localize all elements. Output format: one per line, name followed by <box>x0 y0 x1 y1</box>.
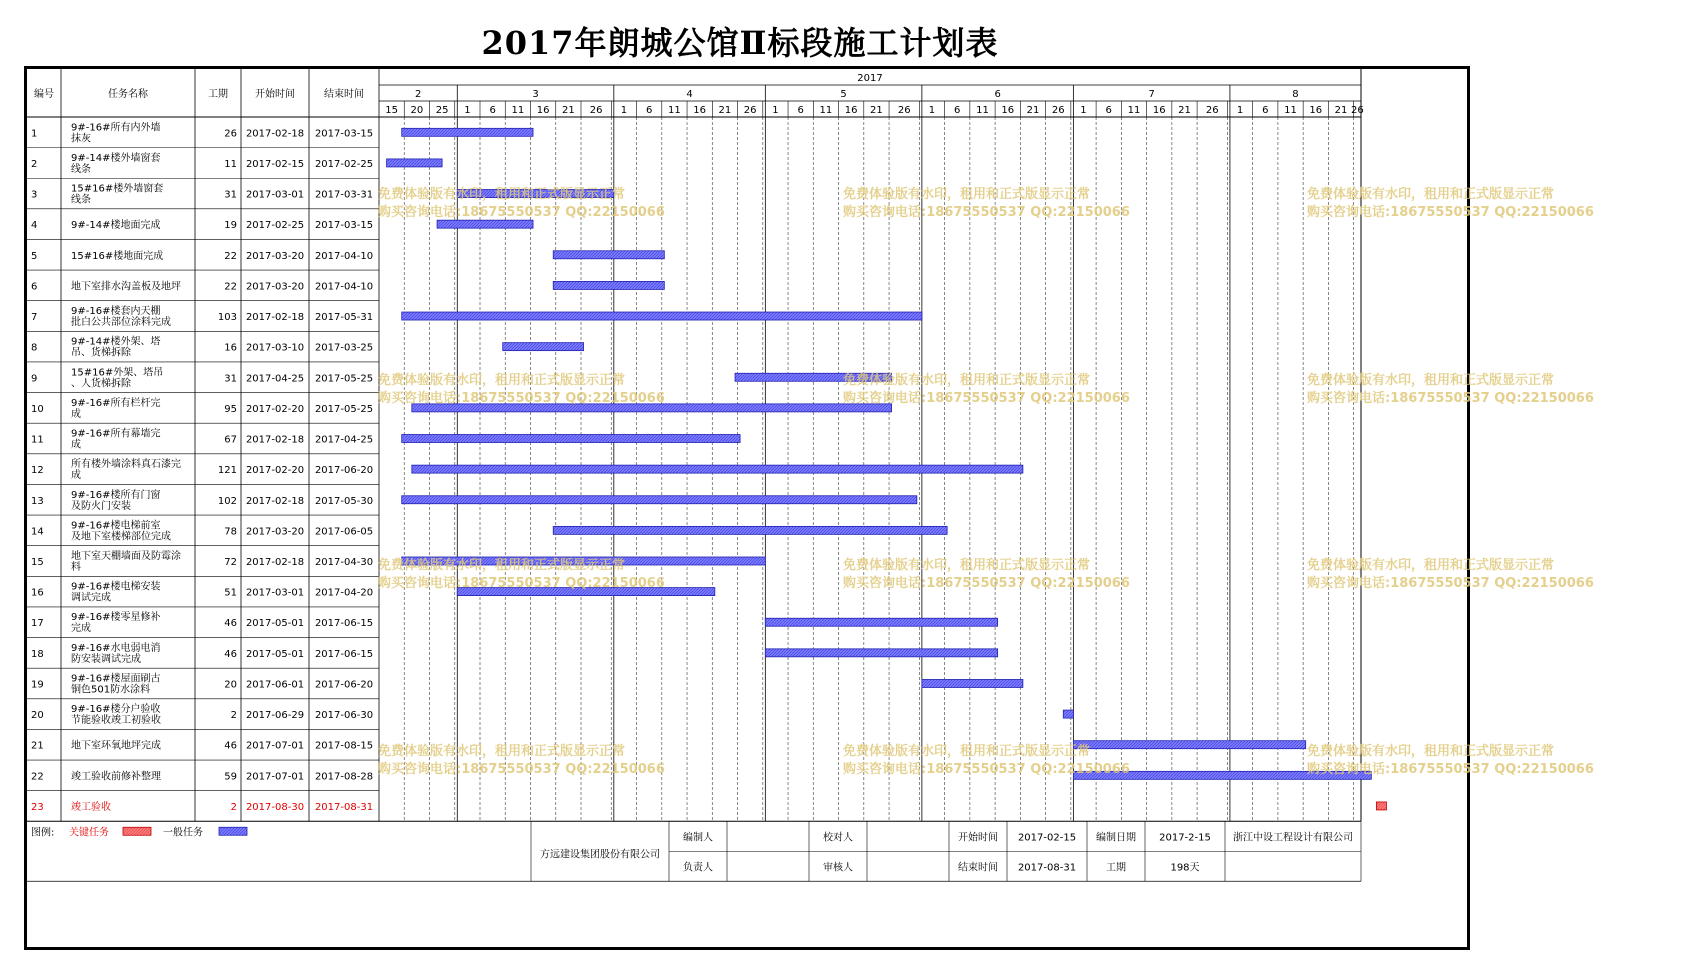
task-id: 8 <box>31 342 38 354</box>
legend-normal-swatch <box>219 827 247 835</box>
day-tick-label: 1 <box>928 105 936 116</box>
end-value: 2017-08-31 <box>1017 862 1077 874</box>
task-duration: 2 <box>230 710 237 722</box>
start-value: 2017-02-15 <box>1017 832 1077 844</box>
task-duration: 31 <box>224 373 237 385</box>
day-tick-label: 6 <box>954 105 961 116</box>
task-duration: 22 <box>224 250 237 262</box>
month-label-5: 5 <box>840 89 847 100</box>
watermark-text: 免费体验版有水印，租用和正式版显示正常 购买咨询电话:18675550537 QQ:22150066 <box>378 744 665 777</box>
task-name: 9#-16#楼所有门窗及防火门安装 <box>71 489 161 512</box>
gantt-bar-task-3 <box>457 190 614 198</box>
task-name: 9#-16#所有内外墙抹灰 <box>71 122 161 145</box>
column-header: 结束时间 <box>324 89 364 100</box>
gantt-bar-task-7 <box>402 312 922 320</box>
task-id: 3 <box>31 189 38 201</box>
task-duration: 102 <box>217 495 237 507</box>
gantt-bar-task-1 <box>402 128 533 136</box>
watermark-text: 免费体验版有水印，租用和正式版显示正常 购买咨询电话:18675550537 QQ:22150066 <box>843 187 1130 220</box>
day-tick-label: 1 <box>464 105 471 116</box>
task-id: 1 <box>31 128 38 140</box>
task-duration: 22 <box>224 281 237 293</box>
task-duration: 67 <box>224 434 237 446</box>
day-tick-label: 6 <box>489 105 496 116</box>
task-start: 2017-05-01 <box>245 648 305 660</box>
day-tick-label: 16 <box>1309 105 1323 116</box>
task-end: 2017-03-31 <box>314 189 374 201</box>
task-name: 地下室环氧地坪完成 <box>71 740 161 752</box>
task-name: 9#-16#楼分户验收节能验收竣工初验收 <box>71 704 161 727</box>
day-tick-label: 21 <box>1178 105 1191 116</box>
day-tick-label: 26 <box>1205 105 1219 116</box>
month-label-6: 6 <box>994 89 1001 100</box>
gantt-bar-task-10 <box>412 404 892 412</box>
day-tick-label: 1 <box>772 105 779 116</box>
month-label-8: 8 <box>1292 89 1299 100</box>
task-name: 地下室排水沟盖板及地坪 <box>71 281 181 293</box>
compiler-label: 编制人 <box>683 832 713 844</box>
column-header: 编号 <box>34 89 54 100</box>
task-id: 13 <box>31 495 44 507</box>
day-tick-label: 21 <box>1334 105 1348 116</box>
month-label-4: 4 <box>686 89 693 100</box>
task-name: 9#-16#楼套内天棚批白公共部位涂料完成 <box>71 306 171 329</box>
day-tick-label: 6 <box>1105 105 1112 116</box>
task-start: 2017-02-18 <box>245 495 305 507</box>
task-id: 2 <box>31 158 38 170</box>
watermark-text: 免费体验版有水印，租用和正式版显示正常 购买咨询电话:18675550537 QQ:22150066 <box>1307 558 1594 591</box>
day-tick-label: 6 <box>797 105 804 116</box>
task-end: 2017-04-30 <box>314 556 374 568</box>
task-end: 2017-04-25 <box>314 434 374 446</box>
month-label-3: 3 <box>532 89 539 100</box>
gantt-bar-task-20 <box>1063 710 1073 718</box>
day-tick-label: 11 <box>511 105 525 116</box>
task-start: 2017-02-25 <box>245 220 305 232</box>
gantt-bar-task-17 <box>765 618 997 626</box>
task-end: 2017-05-25 <box>314 403 374 415</box>
task-id: 22 <box>31 771 44 783</box>
watermark-text: 免费体验版有水印，租用和正式版显示正常 购买咨询电话:18675550537 QQ:22150066 <box>843 558 1130 591</box>
task-end: 2017-06-05 <box>314 526 374 538</box>
gantt-bar-task-12 <box>412 465 1023 473</box>
task-name: 9#-14#楼地面完成 <box>71 220 161 232</box>
owner-label: 负责人 <box>683 862 713 874</box>
day-tick-label: 21 <box>562 105 575 116</box>
task-duration: 31 <box>224 189 237 201</box>
task-duration: 46 <box>224 648 237 660</box>
task-end: 2017-04-20 <box>314 587 374 599</box>
task-start: 2017-03-20 <box>245 281 305 293</box>
task-end: 2017-06-20 <box>314 465 374 477</box>
task-start: 2017-02-20 <box>245 465 305 477</box>
task-start: 2017-03-20 <box>245 526 305 538</box>
task-start: 2017-03-10 <box>245 342 305 354</box>
month-label-7: 7 <box>1148 89 1155 100</box>
task-end: 2017-04-10 <box>314 250 374 262</box>
gantt-bar-task-14 <box>553 526 947 534</box>
task-id: 18 <box>31 648 44 660</box>
watermark-text: 免费体验版有水印，租用和正式版显示正常 购买咨询电话:18675550537 QQ:22150066 <box>378 558 665 591</box>
day-tick-label: 16 <box>693 105 707 116</box>
task-name: 9#-16#楼电梯前室及地下室楼梯部位完成 <box>71 520 171 543</box>
gantt-bar-task-4 <box>437 220 533 228</box>
watermark-text: 免费体验版有水印，租用和正式版显示正常 购买咨询电话:18675550537 QQ:22150066 <box>1307 187 1594 220</box>
task-start: 2017-02-18 <box>245 128 305 140</box>
task-duration: 46 <box>224 618 237 630</box>
duration-label: 工期 <box>1106 862 1126 874</box>
task-duration: 72 <box>224 556 237 568</box>
legend-label: 图例: <box>31 827 55 839</box>
gantt-bar-task-23 <box>1376 802 1386 810</box>
task-start: 2017-04-25 <box>245 373 305 385</box>
task-start: 2017-03-01 <box>245 587 305 599</box>
task-id: 23 <box>31 801 44 813</box>
task-start: 2017-06-29 <box>245 710 305 722</box>
task-name: 9#-16#所有幕墙完成 <box>71 428 161 451</box>
task-id: 12 <box>31 465 44 477</box>
start-label: 开始时间 <box>958 832 998 844</box>
task-id: 14 <box>31 526 44 538</box>
gantt-bar-task-5 <box>553 251 664 259</box>
year-label: 2017 <box>857 73 883 84</box>
task-duration: 19 <box>224 220 237 232</box>
legend-normal-label: 一般任务 <box>163 827 203 839</box>
day-tick-label: 26 <box>743 105 757 116</box>
column-header: 任务名称 <box>108 89 148 100</box>
task-duration: 46 <box>224 740 237 752</box>
task-duration: 103 <box>217 312 237 324</box>
task-id: 11 <box>31 434 44 446</box>
builder-name: 方远建设集团股份有限公司 <box>540 849 660 861</box>
task-start: 2017-03-20 <box>245 250 305 262</box>
task-duration: 59 <box>224 771 237 783</box>
task-end: 2017-05-30 <box>314 495 374 507</box>
task-duration: 26 <box>224 128 237 140</box>
gantt-bar-task-6 <box>553 281 664 289</box>
day-tick-label: 25 <box>435 105 449 116</box>
task-duration: 11 <box>224 158 237 170</box>
date-label: 编制日期 <box>1096 832 1136 844</box>
gantt-bar-task-9 <box>735 373 892 381</box>
gantt-bar-task-16 <box>457 588 715 596</box>
end-label: 结束时间 <box>958 862 998 874</box>
task-end: 2017-05-25 <box>314 373 374 385</box>
task-name: 9#-16#水电弱电消防安装调试完成 <box>71 642 161 665</box>
task-end: 2017-08-15 <box>314 740 374 752</box>
watermark-text: 免费体验版有水印，租用和正式版显示正常 购买咨询电话:18675550537 QQ:22150066 <box>1307 373 1594 406</box>
gantt-bar-task-8 <box>503 343 584 351</box>
day-tick-label: 26 <box>897 105 911 116</box>
task-name: 15#16#楼地面完成 <box>71 250 164 262</box>
task-start: 2017-07-01 <box>245 740 305 752</box>
day-tick-label: 16 <box>536 105 550 116</box>
gantt-chart <box>27 69 1467 947</box>
page-title: 2017年朗城公馆Ⅱ标段施工计划表 <box>481 24 999 62</box>
gantt-frame <box>24 66 1470 950</box>
task-end: 2017-02-25 <box>314 158 374 170</box>
day-tick-label: 1 <box>1080 105 1087 116</box>
day-tick-label: 11 <box>976 105 989 116</box>
task-duration: 95 <box>224 403 237 415</box>
task-duration: 121 <box>217 465 237 477</box>
task-id: 4 <box>31 220 38 232</box>
task-end: 2017-08-31 <box>314 801 374 813</box>
task-start: 2017-07-01 <box>245 771 305 783</box>
task-id: 15 <box>31 556 44 568</box>
day-tick-label: 26 <box>1350 105 1364 116</box>
day-tick-label: 1 <box>620 105 628 116</box>
task-end: 2017-03-15 <box>314 220 374 232</box>
task-end: 2017-06-20 <box>314 679 374 691</box>
day-tick-label: 11 <box>668 105 681 116</box>
watermark-text: 免费体验版有水印，租用和正式版显示正常 购买咨询电话:18675550537 QQ:22150066 <box>378 373 665 406</box>
day-tick-label: 16 <box>1152 105 1166 116</box>
day-tick-label: 11 <box>1127 105 1141 116</box>
month-label-2: 2 <box>414 89 422 100</box>
duration-value: 198天 <box>1170 862 1200 874</box>
task-start: 2017-02-15 <box>245 158 305 170</box>
task-name: 9#-14#楼外墙窗套线条 <box>71 152 161 175</box>
task-name: 9#-16#楼电梯安装调试完成 <box>71 581 161 604</box>
day-tick-label: 1 <box>1236 105 1244 116</box>
task-start: 2017-02-18 <box>245 434 305 446</box>
task-id: 17 <box>31 618 44 630</box>
task-end: 2017-06-30 <box>314 710 374 722</box>
day-tick-label: 11 <box>1284 105 1297 116</box>
gantt-bar-task-13 <box>402 496 917 504</box>
day-tick-label: 11 <box>819 105 833 116</box>
day-tick-label: 21 <box>718 105 732 116</box>
column-header: 开始时间 <box>255 89 295 100</box>
watermark-text: 免费体验版有水印，租用和正式版显示正常 购买咨询电话:18675550537 QQ:22150066 <box>1307 744 1594 777</box>
task-duration: 2 <box>230 801 237 813</box>
gantt-bar-task-21 <box>1073 741 1305 749</box>
task-duration: 16 <box>224 342 237 354</box>
task-start: 2017-06-01 <box>245 679 305 691</box>
gantt-bar-task-15 <box>402 557 766 565</box>
task-end: 2017-06-15 <box>314 648 374 660</box>
day-tick-label: 21 <box>1026 105 1040 116</box>
column-header: 工期 <box>208 89 228 100</box>
legend-critical-swatch <box>123 827 151 835</box>
gantt-bar-task-18 <box>765 649 997 657</box>
task-name: 9#-14#楼外架、塔吊、货梯拆除 <box>71 336 161 359</box>
designer-name: 浙江中设工程设计有限公司 <box>1233 832 1353 844</box>
day-tick-label: 16 <box>844 105 858 116</box>
task-id: 19 <box>31 679 44 691</box>
task-start: 2017-02-18 <box>245 312 305 324</box>
task-start: 2017-03-01 <box>245 189 305 201</box>
task-id: 21 <box>31 740 44 752</box>
task-id: 20 <box>31 710 44 722</box>
task-id: 6 <box>31 281 38 293</box>
watermark-text: 免费体验版有水印，租用和正式版显示正常 购买咨询电话:18675550537 QQ:22150066 <box>843 744 1130 777</box>
task-name: 竣工验收 <box>71 801 111 813</box>
day-tick-label: 16 <box>1001 105 1015 116</box>
task-start: 2017-08-30 <box>245 801 305 813</box>
watermark-text: 免费体验版有水印，租用和正式版显示正常 购买咨询电话:18675550537 QQ:22150066 <box>843 373 1130 406</box>
task-end: 2017-03-25 <box>314 342 374 354</box>
task-id: 10 <box>31 403 44 415</box>
task-name: 所有楼外墙涂料真石漆完成 <box>71 459 181 482</box>
checker-label: 校对人 <box>823 832 853 844</box>
task-end: 2017-06-15 <box>314 618 374 630</box>
task-start: 2017-02-18 <box>245 556 305 568</box>
task-end: 2017-05-31 <box>314 312 374 324</box>
gantt-bar-task-11 <box>402 435 740 443</box>
date-value: 2017-2-15 <box>1159 832 1211 844</box>
task-name: 竣工验收前修补整理 <box>71 771 161 783</box>
task-name: 9#-16#所有栏杆完成 <box>71 397 161 420</box>
task-id: 9 <box>31 373 38 385</box>
day-tick-label: 6 <box>645 105 653 116</box>
task-name: 9#-16#楼屋面刷古铜色501防水涂料 <box>71 673 161 696</box>
task-duration: 78 <box>224 526 237 538</box>
day-tick-label: 26 <box>589 105 603 116</box>
task-start: 2017-02-20 <box>245 403 305 415</box>
task-duration: 51 <box>224 587 237 599</box>
task-name: 15#16#楼外墙窗套线条 <box>71 183 164 206</box>
legend-critical-label: 关键任务 <box>69 827 109 839</box>
task-end: 2017-03-15 <box>314 128 374 140</box>
task-end: 2017-04-10 <box>314 281 374 293</box>
task-duration: 20 <box>224 679 237 691</box>
task-id: 7 <box>31 312 38 324</box>
day-tick-label: 21 <box>870 105 883 116</box>
task-name: 15#16#外架、塔吊、人货梯拆除 <box>71 367 164 390</box>
task-id: 16 <box>31 587 44 599</box>
watermark-text: 免费体验版有水印，租用和正式版显示正常 购买咨询电话:18675550537 QQ:22150066 <box>378 187 665 220</box>
task-start: 2017-05-01 <box>245 618 305 630</box>
task-name: 地下室天棚墙面及防霉涂料 <box>71 550 181 573</box>
gantt-bar-task-2 <box>387 159 443 167</box>
task-name: 9#-16#楼零星修补完成 <box>71 612 161 635</box>
day-tick-label: 15 <box>385 105 398 116</box>
task-id: 5 <box>31 250 38 262</box>
gantt-bar-task-22 <box>1073 771 1371 779</box>
reviewer-label: 审核人 <box>823 862 853 874</box>
gantt-bar-task-19 <box>922 679 1023 687</box>
task-end: 2017-08-28 <box>314 771 374 783</box>
day-tick-label: 6 <box>1262 105 1269 116</box>
day-tick-label: 26 <box>1051 105 1065 116</box>
day-tick-label: 20 <box>410 105 424 116</box>
